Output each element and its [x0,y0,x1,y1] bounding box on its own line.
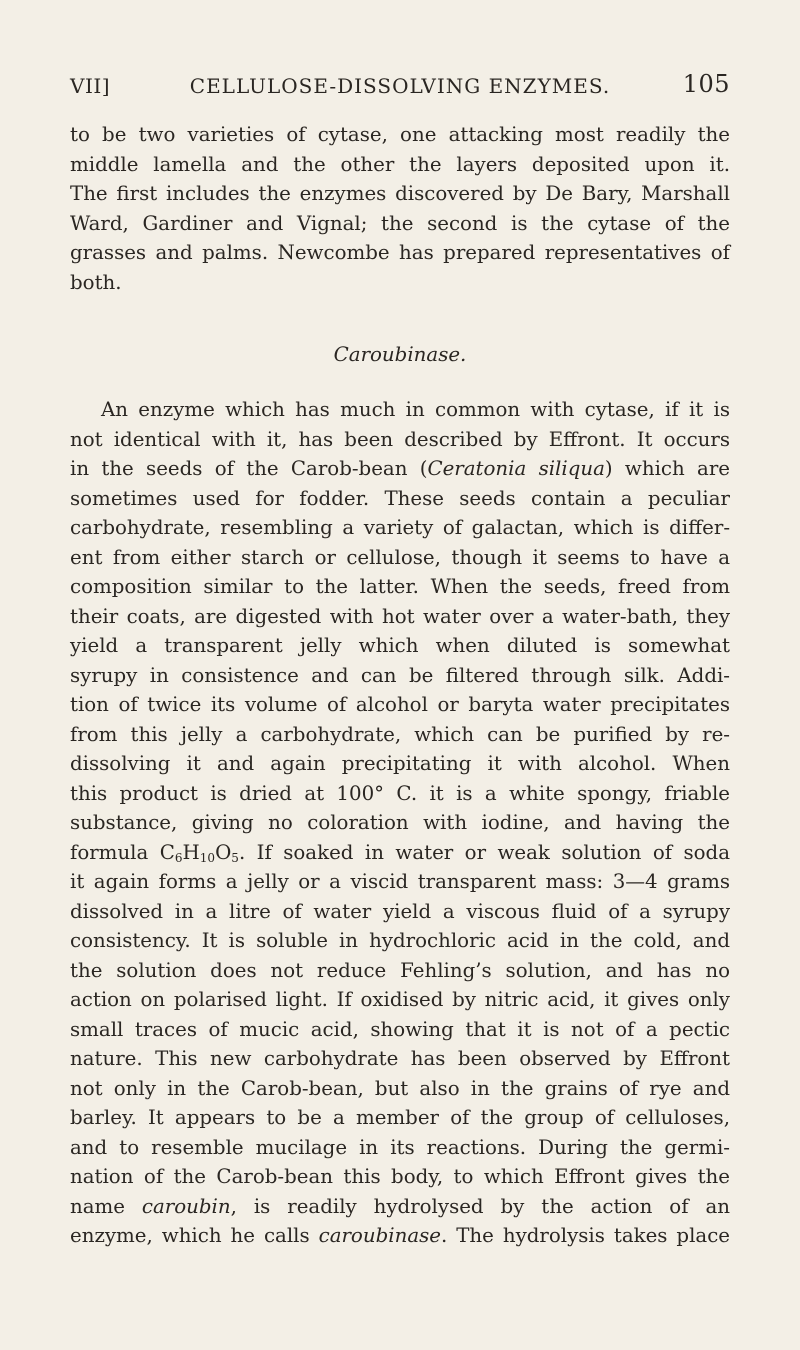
page-number: 105 [682,70,730,98]
text-line: carbohydrate, resembling a variety of galactan, which is differ- [70,516,730,539]
running-title: CELLULOSE-DISSOLVING ENZYMES. [189,74,611,98]
paragraph-2 [70,395,730,1251]
text-line: dissolved in a litre of water yield a viscous fluid of a syrupy [70,899,730,923]
subscript: 5 [231,850,239,865]
text-line: The first includes the enzymes discovered by De Bary, Marshall [70,182,730,205]
text-line: middle lamella and the other the layers deposited upon it. [70,152,730,176]
chapter-number: VII] [70,74,111,98]
text-run: O [215,840,232,864]
text-line: nation of the Carob-bean this body, to which Effront gives the [70,1165,730,1188]
text-line: syrupy in consistence and can be filtered through silk. Addi- [70,663,730,687]
species-name: Ceratonia siliqua [427,457,605,480]
text-line: nature. This new carbohydrate has been observed by Effront [70,1047,730,1070]
text-line: tion of twice its volume of alcohol or baryta water precipitates [70,693,730,716]
text-line [70,1192,730,1222]
text-line: yield a transparent jelly which when diluted is somewhat [70,634,730,657]
text-run: formula C [70,840,175,864]
text-line: both. [70,270,122,294]
text-line: not only in the Carob-bean, but also in the grains of rye and [70,1076,730,1100]
subscript: 10 [199,850,216,865]
text-line: their coats, are digested with hot water over a water-bath, they [70,604,730,628]
text-line: and to resemble mucilage in its reactions. During the germi- [70,1135,730,1159]
body-text [70,120,730,1251]
text-line: this product is dried at 100° C. it is a white spongy, friable [70,781,730,805]
text-run: enzyme, which he calls [70,1224,319,1247]
text-run: name [70,1194,142,1218]
text-line: grasses and palms. Newcombe has prepared representatives of [70,241,730,264]
text-line [70,838,730,868]
running-header [70,70,730,104]
text-run: . If soaked in water or weak solution of soda [238,840,730,864]
text-line: ent from either starch or cellulose, though it seems to have a [70,545,730,569]
subscript: 6 [174,850,183,865]
text-line: small traces of mucic acid, showing that it is not of a pectic [70,1017,730,1041]
text-run: . The hydrolysis takes place [440,1224,730,1247]
text-line: Ward, Gardiner and Vignal; the second is the cytase of the [70,211,730,235]
text-line [70,454,730,484]
text-line: composition similar to the latter. When the seeds, freed from [70,575,730,598]
text-line: it again forms a jelly or a viscid transparent mass: 3—4 grams [70,870,730,893]
text-line: substance, giving no coloration with iodine, and having the [70,811,730,834]
text-run: H [182,840,200,864]
text-line: sometimes used for fodder. These seeds contain a peculiar [70,486,730,510]
text-run: ) which are [604,457,730,480]
text-line: An enzyme which has much in common with cytase, if it is [101,398,730,421]
text-line: not identical with it, has been described by Effront. It occurs [70,427,730,451]
text-line: consistency. It is soluble in hydrochloric acid in the cold, and [70,929,730,952]
text-line: the solution does not reduce Fehling’s solution, and has no [70,958,730,982]
text-line: to be two varieties of cytase, one attacking most readily the [70,123,730,146]
text-run: , is readily hydrolysed by the action of an [230,1194,730,1218]
italic-term: caroubin [141,1194,231,1218]
text-line: barley. It appears to be a member of the group of celluloses, [70,1106,730,1129]
paragraph-1 [70,120,730,297]
text-line: from this jelly a carbohydrate, which can be purified by re- [70,722,730,746]
text-line: action on polarised light. If oxidised by nitric acid, it gives only [70,988,730,1011]
text-run: in the seeds of the Carob-bean ( [70,457,428,480]
italic-term: caroubinase [318,1224,441,1247]
text-line [70,1221,730,1251]
text-line: dissolving it and again precipitating it with alcohol. When [70,752,730,775]
section-heading: Caroubinase. [333,343,467,366]
